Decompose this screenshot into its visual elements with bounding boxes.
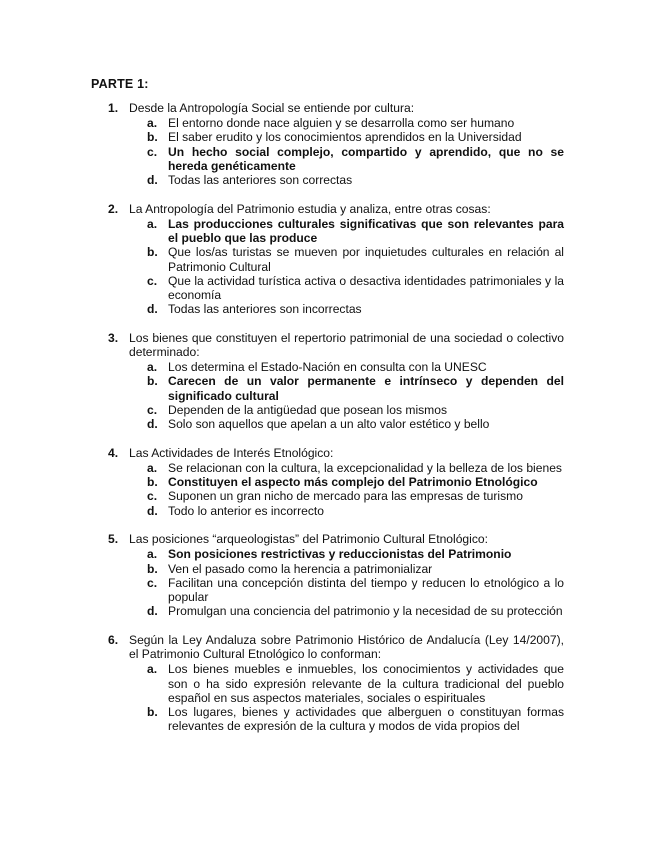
- option-text: Los bienes muebles e inmuebles, los conocimientos y actividades que son o ha sido expresión relevante de la cultura tradicional del pueblo español en sus aspectos materiales, sociales o espirituales: [168, 662, 564, 705]
- answer-option: [147, 173, 564, 187]
- option-list: [147, 360, 564, 431]
- question-text: La Antropología del Patrimonio estudia y analiza, entre otras cosas:: [129, 201, 491, 216]
- option-text: Promulgan una conciencia del patrimonio y la necesidad de su protección: [168, 604, 563, 619]
- answer-option: [147, 461, 564, 475]
- option-letter: d.: [147, 503, 158, 518]
- answer-option: [147, 662, 564, 705]
- answer-option: [147, 489, 564, 503]
- option-letter: c.: [147, 144, 158, 159]
- question-text: Las posiciones “arqueologistas” del Patrimonio Cultural Etnológico:: [129, 532, 488, 547]
- option-text: Los determina el Estado-Nación en consulta con la UNESC: [168, 360, 487, 375]
- option-text: Las producciones culturales significativas que son relevantes para el pueblo que las produce: [168, 216, 564, 246]
- option-letter: c.: [147, 575, 158, 590]
- option-list: [147, 662, 564, 733]
- question-number: 5.: [108, 532, 119, 547]
- option-letter: a.: [147, 662, 158, 677]
- option-text: Que la actividad turística activa o desactiva identidades patrimoniales y la economía: [168, 273, 564, 302]
- option-text: Un hecho social complejo, compartido y aprendido, que no se hereda genéticamente: [168, 144, 564, 173]
- option-text: Son posiciones restrictivas y reduccionistas del Patrimonio: [168, 547, 512, 562]
- option-text: Suponen un gran nicho de mercado para las empresas de turismo: [168, 489, 523, 504]
- answer-option: [147, 417, 564, 431]
- question-1: [108, 101, 564, 187]
- question-list: [108, 101, 564, 748]
- option-letter: a.: [147, 460, 158, 475]
- option-text: Todas las anteriores son correctas: [168, 173, 353, 188]
- question-number: 3.: [108, 330, 119, 345]
- option-text: Todas las anteriores son incorrectas: [168, 302, 362, 317]
- answer-option: [147, 274, 564, 302]
- option-letter: a.: [147, 360, 158, 375]
- option-letter: a.: [147, 216, 158, 231]
- answer-option: [147, 360, 564, 374]
- answer-option: [147, 504, 564, 518]
- option-letter: b.: [147, 475, 158, 490]
- option-text: Que los/as turistas se mueven por inquietudes culturales en relación al Patrimonio Cultural: [168, 245, 564, 274]
- option-text: Facilitan una concepción distinta del tiempo y reducen lo etnológico a lo popular: [168, 575, 564, 605]
- option-text: Dependen de la antigüedad que posean los mismos: [168, 402, 448, 417]
- option-letter: d.: [147, 302, 158, 317]
- question-3: [108, 331, 564, 431]
- answer-option: [147, 403, 564, 417]
- option-text: Solo son aquellos que apelan a un alto valor estético y bello: [168, 417, 490, 432]
- question-5: [108, 532, 564, 618]
- option-letter: a.: [147, 116, 158, 131]
- answer-option-correct: [147, 475, 564, 489]
- question-text: Según la Ley Andaluza sobre Patrimonio Histórico de Andalucía (Ley 14/2007), el Patrimonio Cultural Etnológico lo conforman:: [129, 633, 564, 662]
- answer-option: [147, 245, 564, 273]
- answer-option: [147, 604, 564, 618]
- option-list: [147, 461, 564, 518]
- option-text: Constituyen el aspecto más complejo del Patrimonio Etnológico: [168, 475, 538, 490]
- question-2: [108, 202, 564, 317]
- answer-option: [147, 130, 564, 144]
- question-text: Desde la Antropología Social se entiende por cultura:: [129, 101, 415, 115]
- option-text: Carecen de un valor permanente e intrínseco y dependen del significado cultural: [168, 374, 564, 403]
- option-letter: c.: [147, 273, 158, 288]
- question-6: [108, 633, 564, 733]
- question-number: 4.: [108, 445, 119, 460]
- answer-option-correct: [147, 374, 564, 402]
- option-text: Ven el pasado como la herencia a patrimonializar: [168, 561, 433, 576]
- option-list: [147, 116, 564, 187]
- option-letter: c.: [147, 489, 158, 504]
- option-letter: b.: [147, 374, 158, 389]
- option-text: Los lugares, bienes y actividades que alberguen o constituyan formas relevantes de expresión de la cultura y modos de vida propios del: [168, 705, 564, 734]
- question-number: 6.: [108, 633, 119, 647]
- answer-option-correct: [147, 547, 564, 561]
- question-text: Las Actividades de Interés Etnológico:: [129, 445, 334, 460]
- option-letter: b.: [147, 561, 158, 576]
- answer-option-correct: [147, 145, 564, 173]
- option-letter: b.: [147, 245, 158, 260]
- option-letter: d.: [147, 173, 158, 188]
- answer-option: [147, 302, 564, 316]
- answer-option: [147, 562, 564, 576]
- option-letter: b.: [147, 130, 158, 145]
- question-number: 2.: [108, 201, 119, 216]
- option-text: El saber erudito y los conocimientos aprendidos en la Universidad: [168, 130, 522, 145]
- option-text: Todo lo anterior es incorrecto: [168, 503, 324, 518]
- option-letter: d.: [147, 604, 158, 619]
- option-letter: a.: [147, 547, 158, 562]
- option-letter: d.: [147, 417, 158, 432]
- option-letter: c.: [147, 402, 158, 417]
- option-letter: b.: [147, 705, 158, 720]
- question-4: [108, 446, 564, 518]
- answer-option: [147, 705, 564, 733]
- answer-option-correct: [147, 217, 564, 245]
- option-text: El entorno donde nace alguien y se desarrolla como ser humano: [168, 116, 515, 131]
- option-text: Se relacionan con la cultura, la excepcionalidad y la belleza de los bienes: [168, 460, 562, 475]
- part-title: PARTE 1:: [91, 77, 149, 91]
- answer-option: [147, 576, 564, 604]
- option-list: [147, 547, 564, 618]
- question-number: 1.: [108, 101, 119, 115]
- option-list: [147, 217, 564, 316]
- answer-option: [147, 116, 564, 130]
- question-text: Los bienes que constituyen el repertorio patrimonial de una sociedad o colectivo determinado:: [129, 330, 564, 360]
